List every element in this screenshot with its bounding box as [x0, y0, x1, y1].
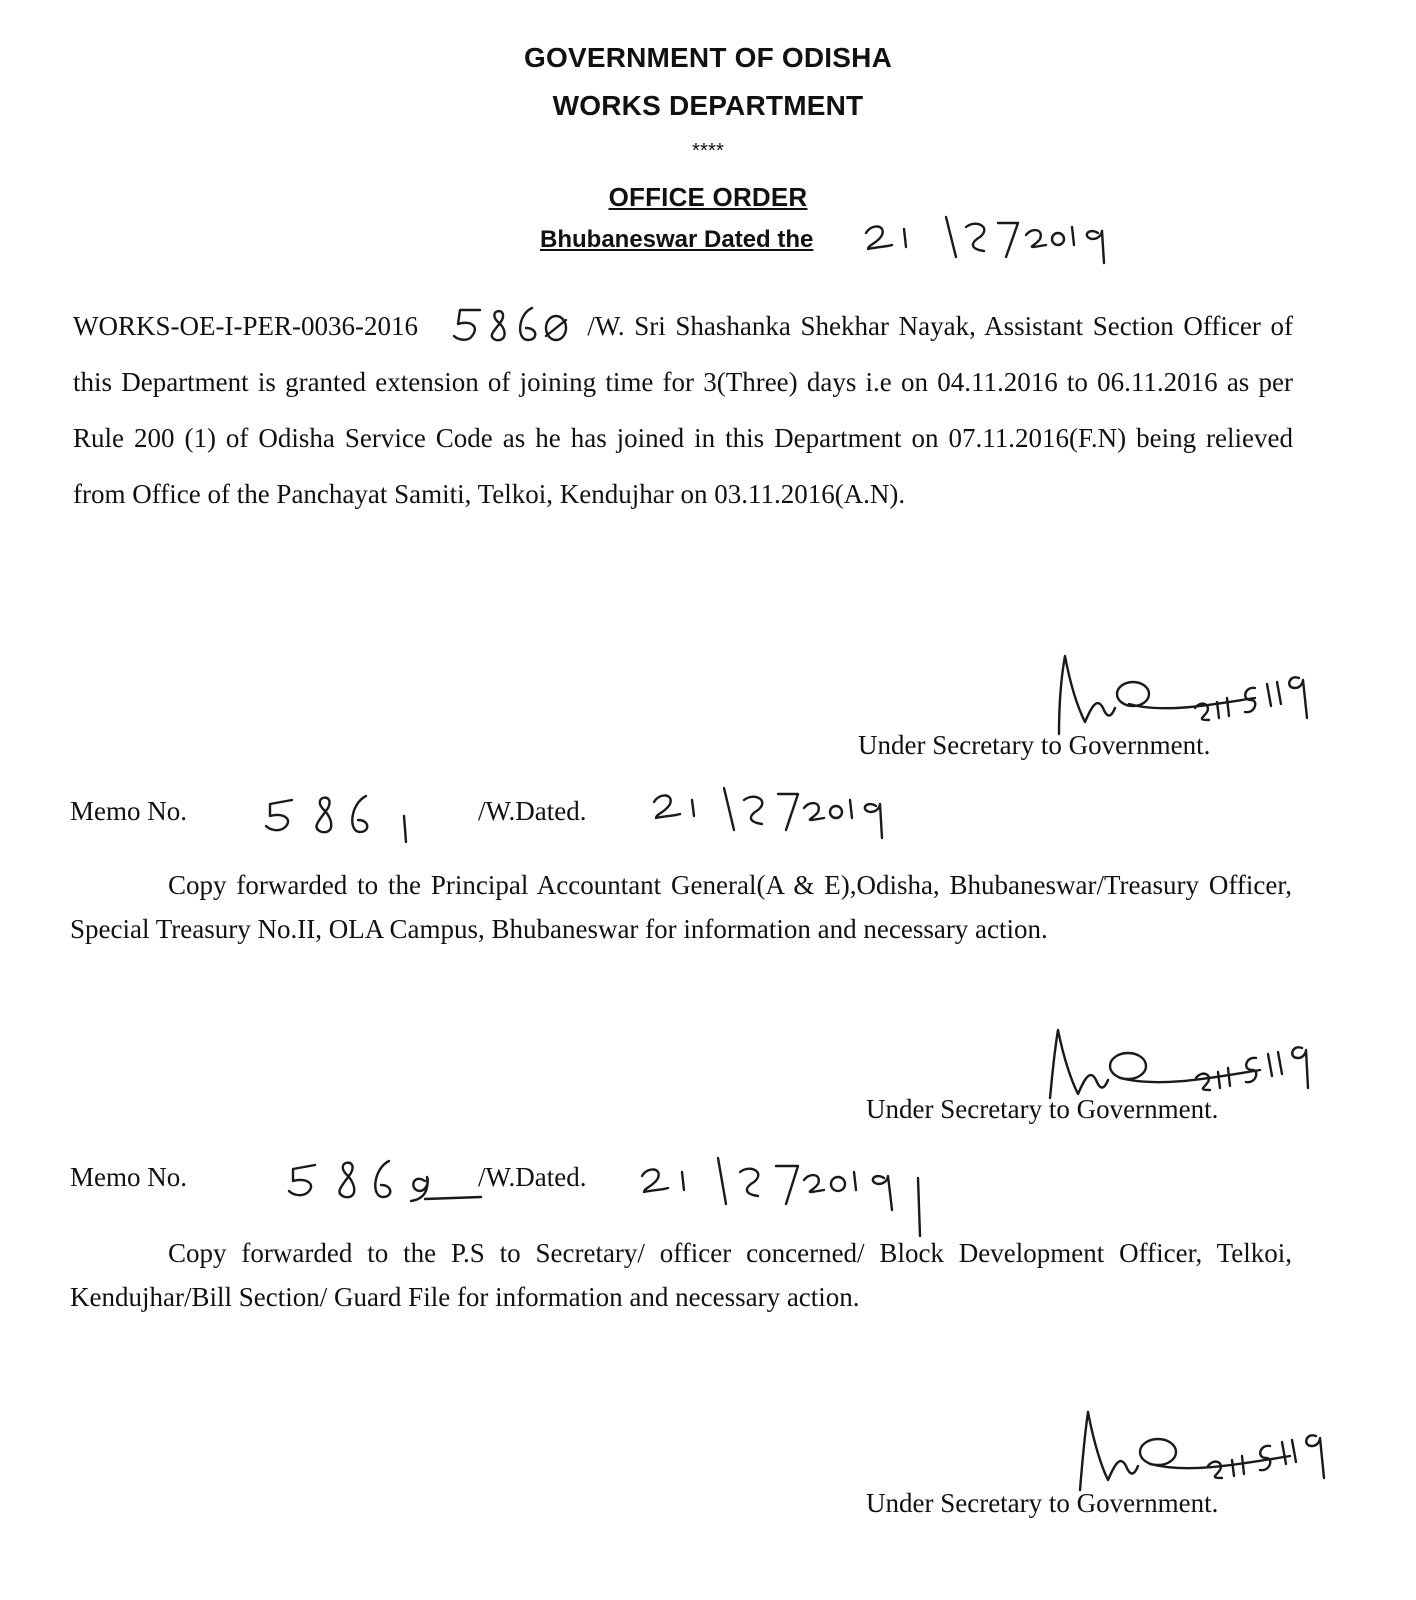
memo-dated-label-1: /W.Dated.	[478, 796, 587, 826]
memo-dated-label-2: /W.Dated.	[478, 1162, 587, 1192]
signature-3	[1068, 1402, 1328, 1497]
department-heading: WORKS DEPARTMENT	[552, 90, 864, 121]
handwritten-date	[860, 205, 1140, 275]
memo-number-handwritten-1	[262, 790, 432, 850]
header-stars: ****	[692, 140, 724, 162]
memo-number-handwritten-2	[285, 1155, 485, 1215]
order-body: /W. Sri Shashanka Shekhar Nayak, Assistant Section Officer of this Department is granted extension of joining time for 3(Three) days i.e on 04.11.2016 to 06.11.2016 as per Rule 200 (1) of Odisha Service Code as he has joined in this Department on 07.11.2016(F.N) being relieved from Office of the Panchayat Samiti, Telkoi, Kendujhar on 03.11.2016(A.N).	[73, 311, 1294, 509]
memo-paragraph-2: Copy forwarded to the P.S to Secretary/ officer concerned/ Block Development Officer, Telkoi, Kendujhar/Bill Section/ Guard File for information and necessary action.	[70, 1238, 1292, 1312]
signature-designation-1: Under Secretary to Government.	[858, 730, 1211, 760]
order-paragraph	[73, 298, 1293, 522]
signature-designation-2: Under Secretary to Government.	[866, 1094, 1219, 1124]
memo-date-handwritten-1	[648, 780, 928, 850]
memo-date-handwritten-2	[636, 1150, 936, 1240]
order-number-handwritten	[428, 314, 578, 344]
memo-label-1: Memo No.	[70, 796, 187, 826]
memo-text-2	[70, 1231, 1292, 1319]
office-order-title: OFFICE ORDER	[608, 182, 808, 212]
order-number-handwriting	[446, 300, 576, 350]
file-number: WORKS-OE-I-PER-0036-2016	[73, 311, 418, 341]
signature-designation-3: Under Secretary to Government.	[866, 1488, 1219, 1518]
signature-1	[1045, 648, 1305, 738]
government-heading: GOVERNMENT OF ODISHA	[523, 42, 892, 73]
memo-text-1	[70, 863, 1292, 951]
dated-label: Bhubaneswar Dated the	[540, 226, 814, 253]
memo-paragraph-1: Copy forwarded to the Principal Accountant General(A & E),Odisha, Bhubaneswar/Treasury Officer, Special Treasury No.II, OLA Campus, Bhubaneswar for information and necessary action.	[70, 870, 1292, 944]
memo-label-2: Memo No.	[70, 1162, 187, 1192]
